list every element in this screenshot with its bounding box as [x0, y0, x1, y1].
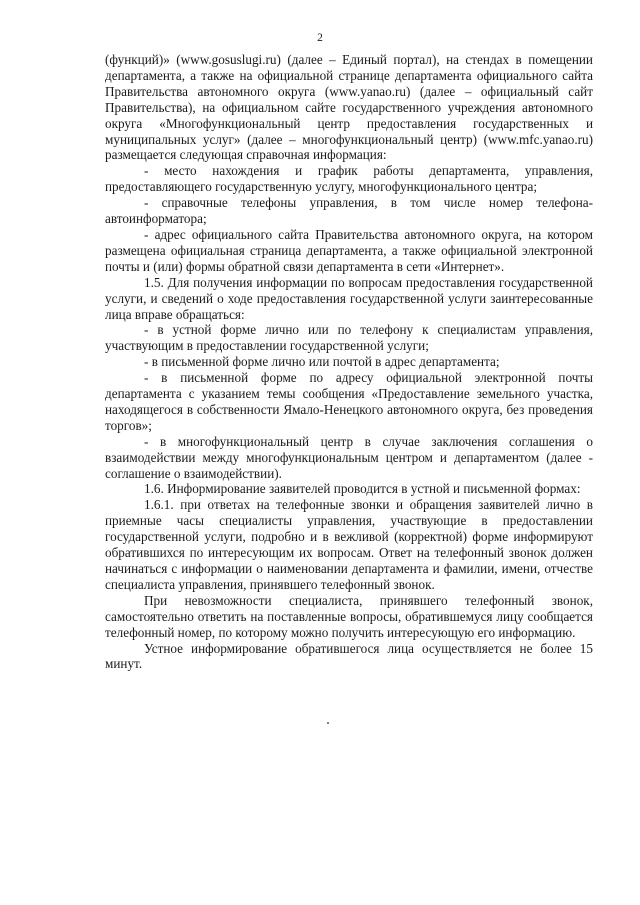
paragraph-portal-info: (функций)» (www.gosuslugi.ru) (далее – Единый портал), на стендах в помещении департамента, а также на официальной странице департамента официального сайта Правительства автономного округа (www.yanao.ru) (далее – официальный сайт Правительства), на официальном сайте государственного учреждения автономного округа «Многофункциональный центр предоставления государственных и муниципальных услуг» (далее – многофункциональный центр) (www.mfc.yanao.ru) размещается следующая справочная информация: — [105, 52, 593, 163]
document-body — [105, 52, 593, 672]
list-item-email-form: - в письменной форме по адресу официальной электронной почты департамента с указанием темы сообщения «Предоставление земельного участка, находящегося в собственности Ямало-Ненецкого автономного округа, без проведения торгов»; — [105, 370, 593, 433]
list-item-website: - адрес официального сайта Правительства автономного округа, на котором размещена официальная страница департамента, а также официальной электронной почты и (или) формы обратной связи департамента в сети «Интернет». — [105, 226, 593, 274]
list-item-mfc: - в многофункциональный центр в случае заключения соглашения о взаимодействии между многофункциональным центром и департаментом (далее - соглашение о взаимодействии). — [105, 433, 593, 481]
list-item-phones: - справочные телефоны управления, в том числе номер телефона-автоинформатора; — [105, 195, 593, 227]
scan-dot — [327, 722, 329, 724]
paragraph-duration: Устное информирование обратившегося лица осуществляется не более 15 минут. — [105, 640, 593, 672]
list-item-oral-form: - в устной форме лично или по телефону к специалистам управления, участвующим в предоставлении государственной услуги; — [105, 322, 593, 354]
paragraph-section-1-6: 1.6. Информирование заявителей проводится в устной и письменной формах: — [144, 481, 581, 497]
paragraph-phone-number: При невозможности специалиста, принявшего телефонный звонок, самостоятельно ответить на поставленные вопросы, обратившемуся лицу сообщается телефонный номер, по которому можно получить интересующую его информацию. — [105, 592, 593, 640]
paragraph-section-1-5: 1.5. Для получения информации по вопросам предоставления государственной услуги, и сведений о ходе предоставления государственной услуги заинтересованные лица вправе обращаться: — [105, 274, 593, 322]
list-item-written-form: - в письменной форме лично или почтой в адрес департамента; — [144, 354, 500, 370]
list-item-location: - место нахождения и график работы департамента, управления, предоставляющего государственную услугу, многофункционального центра; — [105, 163, 593, 195]
paragraph-section-1-6-1: 1.6.1. при ответах на телефонные звонки и обращения заявителей лично в приемные часы специалисты управления, участвующие в предоставлении государственной услуги, подробно и в вежливой (корректной) форме информируют обратившихся по интересующим их вопросам. Ответ на телефонный звонок должен начинаться с информации о наименовании департамента и фамилии, имени, отчестве специалиста управления, принявшего телефонный звонок. — [105, 497, 593, 592]
page-number: 2 — [317, 32, 323, 44]
